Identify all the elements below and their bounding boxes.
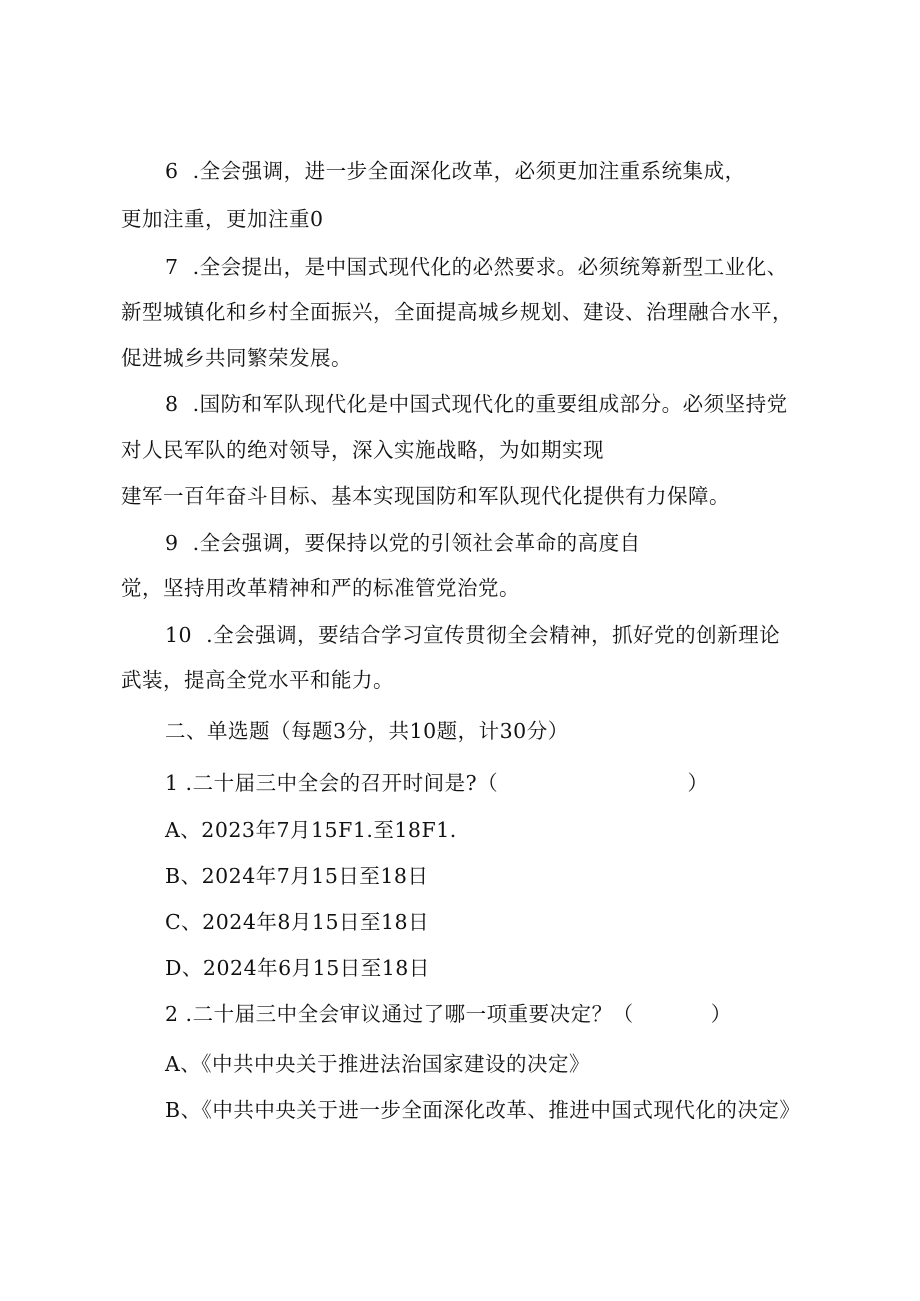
q6-line-1: 6 .全会强调，进一步全面深化改革，必须更加注重系统集成， (165, 159, 746, 183)
sc-q1-option-a: A、2023年7月15F1.至18F1. (165, 818, 457, 842)
sc-q1-question: 1 .二十届三中全会的召开时间是?（ ） (165, 771, 709, 795)
sc-q2-option-a: A、《中共中央关于推进法治国家建设的决定》 (165, 1052, 591, 1076)
sc-q1-option-b: B、2024年7月15日至18日 (165, 864, 429, 888)
q7-line-1: 7 .全会提出，是中国式现代化的必然要求。必须统筹新型工业化、 (165, 255, 788, 279)
sc-q2-option-b: B、《中共中央关于进一步全面深化改革、推进中国式现代化的决定》 (165, 1098, 801, 1122)
q7-line-2: 新型城镇化和乡村全面振兴，全面提高城乡规划、建设、治理融合水平， (121, 300, 793, 324)
q8-line-3: 建军一百年奋斗目标、基本实现国防和军队现代化提供有力保障。 (121, 484, 730, 508)
q7-line-3: 促进城乡共同繁荣发展。 (121, 346, 352, 370)
q8-line-1: 8 .国防和军队现代化是中国式现代化的重要组成部分。必须坚持党 (165, 392, 788, 416)
q8-line-2: 对人民军队的绝对领导，深入实施战略，为如期实现 (121, 438, 604, 462)
section-title: 二、单选题（每题3分，共10题，计30分） (165, 719, 569, 743)
q9-line-1: 9 .全会强调，要保持以党的引领社会革命的高度自 (165, 531, 641, 555)
q10-line-2: 武装，提高全党水平和能力。 (121, 668, 394, 692)
q10-line-1: 10 .全会强调，要结合学习宣传贯彻全会精神，抓好党的创新理论 (165, 623, 781, 647)
q9-line-2: 觉，坚持用改革精神和严的标准管党治党。 (121, 576, 520, 600)
sc-q1-option-d: D、2024年6月15日至18日 (165, 956, 430, 980)
q6-line-2: 更加注重，更加注重0 (121, 207, 324, 231)
sc-q2-question: 2 .二十届三中全会审议通过了哪一项重要决定？（ ） (165, 1002, 732, 1026)
sc-q1-option-c: C、2024年8月15日至18日 (165, 910, 430, 934)
